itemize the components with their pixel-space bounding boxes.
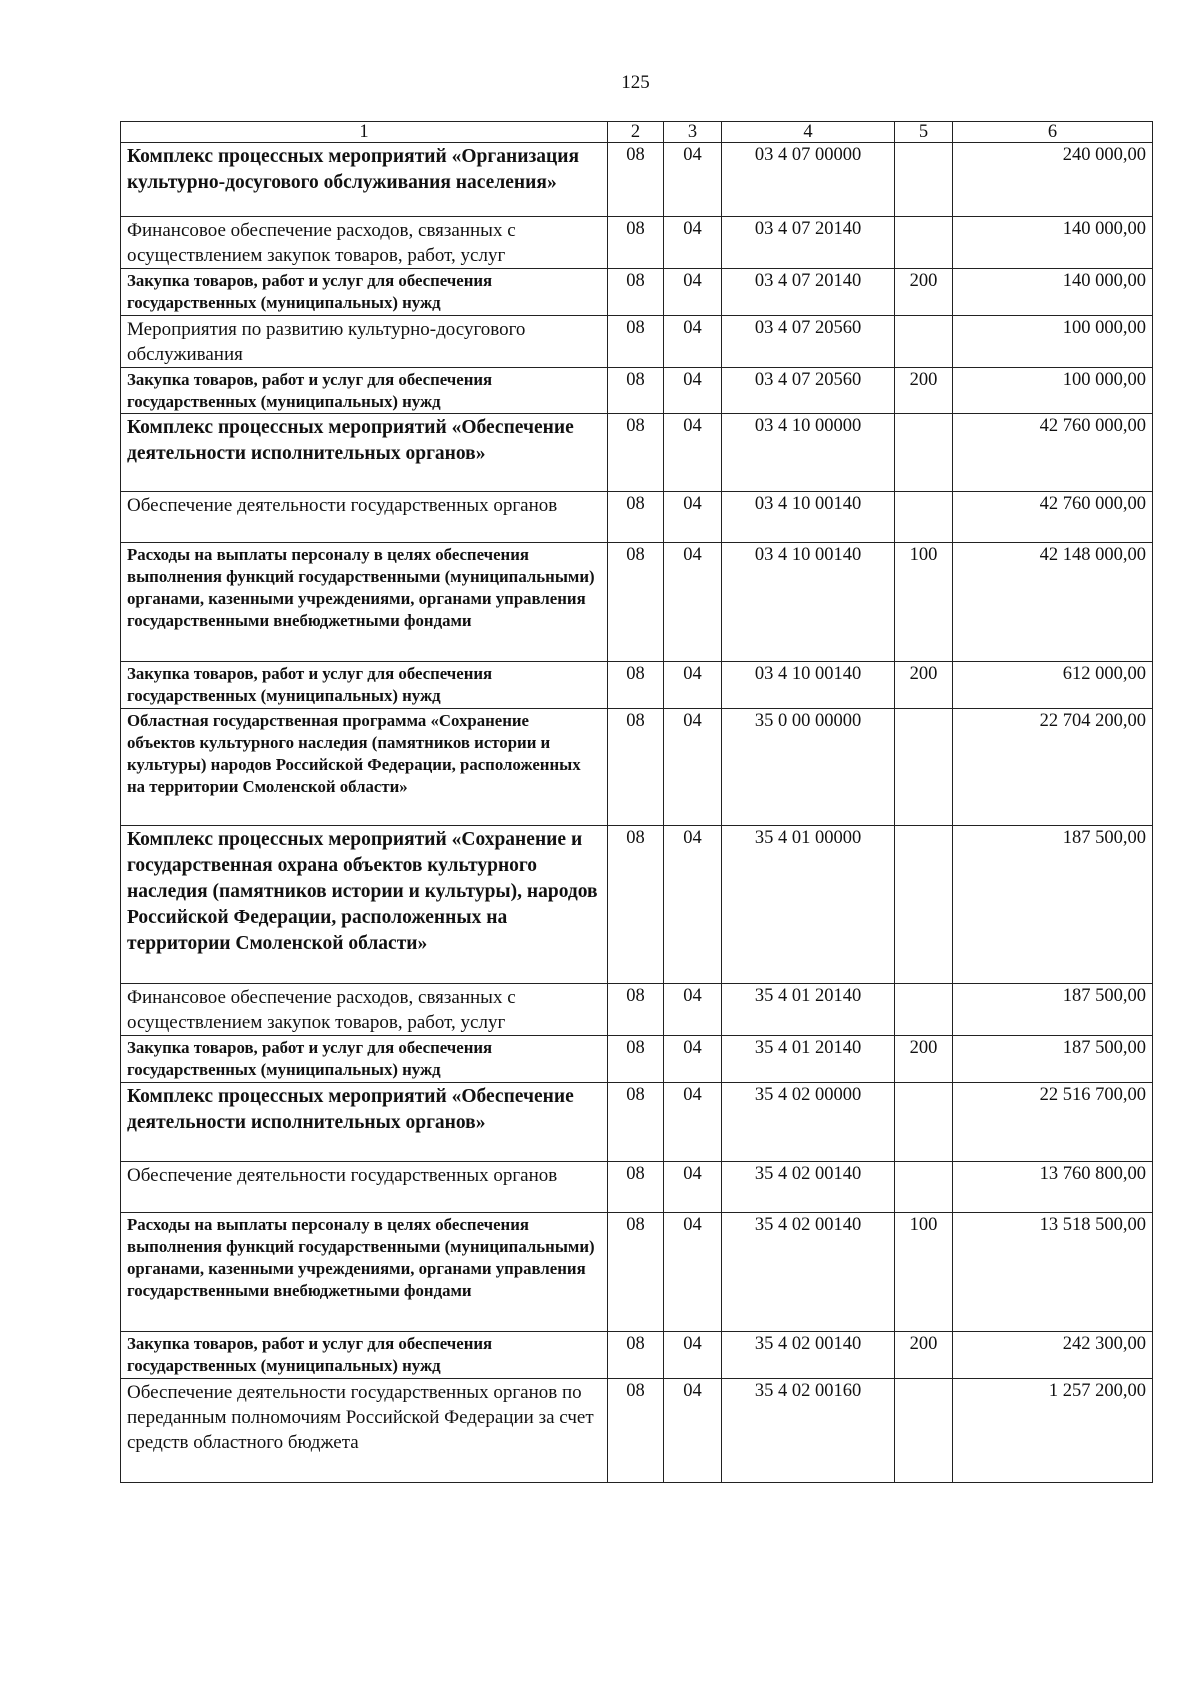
expense-type-cell: 100 [895, 1213, 953, 1332]
expense-type-cell: 200 [895, 269, 953, 316]
target-article-cell: 35 0 00 00000 [722, 709, 895, 826]
row-name-cell: Расходы на выплаты персоналу в целях обеспечения выполнения функций государственными (муниципальными) органами, казенными учреждениями, органами управления государственными внебюджетными фондами [121, 1213, 608, 1332]
target-article-cell: 35 4 02 00000 [722, 1083, 895, 1162]
target-article-cell: 35 4 02 00140 [722, 1213, 895, 1332]
target-article-cell: 03 4 07 20140 [722, 217, 895, 269]
amount-cell: 42 760 000,00 [953, 492, 1153, 543]
target-article-cell: 35 4 01 00000 [722, 826, 895, 984]
section-code-cell: 08 [608, 316, 664, 368]
table-row [121, 368, 1153, 414]
amount-cell: 22 516 700,00 [953, 1083, 1153, 1162]
subsection-code-cell: 04 [664, 662, 722, 709]
target-article-cell: 35 4 01 20140 [722, 984, 895, 1036]
column-header: 6 [953, 122, 1153, 143]
expense-type-cell: 100 [895, 543, 953, 662]
target-article-cell: 03 4 07 20560 [722, 316, 895, 368]
row-name-cell: Закупка товаров, работ и услуг для обеспечения государственных (муниципальных) нужд [121, 269, 608, 316]
column-header: 4 [722, 122, 895, 143]
row-name-cell: Расходы на выплаты персоналу в целях обеспечения выполнения функций государственными (муниципальными) органами, казенными учреждениями, органами управления государственными внебюджетными фондами [121, 543, 608, 662]
row-name-cell: Комплекс процессных мероприятий «Сохранение и государственная охрана объектов культурного наследия (памятников истории и культуры), народов Российской Федерации, расположенных на территории Смоленской области» [121, 826, 608, 984]
expense-type-cell: 200 [895, 662, 953, 709]
subsection-code-cell: 04 [664, 1332, 722, 1379]
row-name-cell: Финансовое обеспечение расходов, связанных с осуществлением закупок товаров, работ, услуг [121, 984, 608, 1036]
table-row [121, 217, 1153, 269]
section-code-cell: 08 [608, 414, 664, 492]
section-code-cell: 08 [608, 1379, 664, 1483]
section-code-cell: 08 [608, 1162, 664, 1213]
section-code-cell: 08 [608, 543, 664, 662]
column-header: 3 [664, 122, 722, 143]
expense-type-cell [895, 984, 953, 1036]
subsection-code-cell: 04 [664, 143, 722, 217]
amount-cell: 140 000,00 [953, 217, 1153, 269]
section-code-cell: 08 [608, 984, 664, 1036]
amount-cell: 22 704 200,00 [953, 709, 1153, 826]
target-article-cell: 03 4 07 20560 [722, 368, 895, 414]
section-code-cell: 08 [608, 709, 664, 826]
row-name-cell: Комплекс процессных мероприятий «Организация культурно-досугового обслуживания населения» [121, 143, 608, 217]
row-name-cell: Обеспечение деятельности государственных органов [121, 1162, 608, 1213]
table-row [121, 1036, 1153, 1083]
row-name-cell: Финансовое обеспечение расходов, связанных с осуществлением закупок товаров, работ, услуг [121, 217, 608, 269]
amount-cell: 187 500,00 [953, 984, 1153, 1036]
table-row [121, 826, 1153, 984]
expense-type-cell [895, 1083, 953, 1162]
expense-type-cell [895, 1379, 953, 1483]
expense-type-cell [895, 143, 953, 217]
budget-table [120, 121, 1153, 1483]
table-row [121, 316, 1153, 368]
subsection-code-cell: 04 [664, 1162, 722, 1213]
section-code-cell: 08 [608, 826, 664, 984]
table-header-row [121, 122, 1153, 143]
expense-type-cell [895, 414, 953, 492]
expense-type-cell [895, 826, 953, 984]
subsection-code-cell: 04 [664, 1213, 722, 1332]
section-code-cell: 08 [608, 217, 664, 269]
row-name-cell: Комплекс процессных мероприятий «Обеспечение деятельности исполнительных органов» [121, 1083, 608, 1162]
target-article-cell: 03 4 10 00140 [722, 662, 895, 709]
table-row [121, 543, 1153, 662]
table-row [121, 492, 1153, 543]
subsection-code-cell: 04 [664, 316, 722, 368]
subsection-code-cell: 04 [664, 826, 722, 984]
amount-cell: 187 500,00 [953, 1036, 1153, 1083]
subsection-code-cell: 04 [664, 543, 722, 662]
expense-type-cell: 200 [895, 1036, 953, 1083]
expense-type-cell: 200 [895, 1332, 953, 1379]
target-article-cell: 03 4 10 00000 [722, 414, 895, 492]
table-row [121, 1162, 1153, 1213]
target-article-cell: 03 4 07 00000 [722, 143, 895, 217]
subsection-code-cell: 04 [664, 1083, 722, 1162]
amount-cell: 612 000,00 [953, 662, 1153, 709]
subsection-code-cell: 04 [664, 269, 722, 316]
table-row [121, 984, 1153, 1036]
row-name-cell: Обеспечение деятельности государственных органов [121, 492, 608, 543]
amount-cell: 1 257 200,00 [953, 1379, 1153, 1483]
row-name-cell: Областная государственная программа «Сохранение объектов культурного наследия (памятников истории и культуры) народов Российской Федерации, расположенных на территории Смоленской области» [121, 709, 608, 826]
row-name-cell: Обеспечение деятельности государственных органов по переданным полномочиям Российской Федерации за счет средств областного бюджета [121, 1379, 608, 1483]
row-name-cell: Закупка товаров, работ и услуг для обеспечения государственных (муниципальных) нужд [121, 662, 608, 709]
table-row [121, 1379, 1153, 1483]
expense-type-cell: 200 [895, 368, 953, 414]
subsection-code-cell: 04 [664, 492, 722, 543]
subsection-code-cell: 04 [664, 217, 722, 269]
section-code-cell: 08 [608, 492, 664, 543]
subsection-code-cell: 04 [664, 984, 722, 1036]
subsection-code-cell: 04 [664, 1379, 722, 1483]
amount-cell: 13 518 500,00 [953, 1213, 1153, 1332]
subsection-code-cell: 04 [664, 368, 722, 414]
page-number: 125 [621, 72, 650, 93]
table-row [121, 709, 1153, 826]
amount-cell: 140 000,00 [953, 269, 1153, 316]
table-row [121, 1332, 1153, 1379]
row-name-cell: Закупка товаров, работ и услуг для обеспечения государственных (муниципальных) нужд [121, 368, 608, 414]
amount-cell: 42 760 000,00 [953, 414, 1153, 492]
amount-cell: 13 760 800,00 [953, 1162, 1153, 1213]
expense-type-cell [895, 1162, 953, 1213]
target-article-cell: 03 4 10 00140 [722, 543, 895, 662]
amount-cell: 187 500,00 [953, 826, 1153, 984]
section-code-cell: 08 [608, 143, 664, 217]
amount-cell: 242 300,00 [953, 1332, 1153, 1379]
amount-cell: 100 000,00 [953, 316, 1153, 368]
table-row [121, 1213, 1153, 1332]
table-row [121, 414, 1153, 492]
table-row [121, 662, 1153, 709]
row-name-cell: Закупка товаров, работ и услуг для обеспечения государственных (муниципальных) нужд [121, 1332, 608, 1379]
expense-type-cell [895, 709, 953, 826]
section-code-cell: 08 [608, 368, 664, 414]
table-row [121, 143, 1153, 217]
table-row [121, 269, 1153, 316]
section-code-cell: 08 [608, 1213, 664, 1332]
target-article-cell: 35 4 02 00140 [722, 1332, 895, 1379]
table-row [121, 1083, 1153, 1162]
amount-cell: 240 000,00 [953, 143, 1153, 217]
column-header: 5 [895, 122, 953, 143]
row-name-cell: Закупка товаров, работ и услуг для обеспечения государственных (муниципальных) нужд [121, 1036, 608, 1083]
target-article-cell: 03 4 10 00140 [722, 492, 895, 543]
section-code-cell: 08 [608, 1083, 664, 1162]
column-header: 1 [121, 122, 608, 143]
section-code-cell: 08 [608, 1332, 664, 1379]
section-code-cell: 08 [608, 1036, 664, 1083]
subsection-code-cell: 04 [664, 709, 722, 826]
expense-type-cell [895, 217, 953, 269]
subsection-code-cell: 04 [664, 1036, 722, 1083]
row-name-cell: Мероприятия по развитию культурно-досугового обслуживания [121, 316, 608, 368]
subsection-code-cell: 04 [664, 414, 722, 492]
target-article-cell: 35 4 01 20140 [722, 1036, 895, 1083]
amount-cell: 100 000,00 [953, 368, 1153, 414]
expense-type-cell [895, 316, 953, 368]
column-header: 2 [608, 122, 664, 143]
row-name-cell: Комплекс процессных мероприятий «Обеспечение деятельности исполнительных органов» [121, 414, 608, 492]
amount-cell: 42 148 000,00 [953, 543, 1153, 662]
section-code-cell: 08 [608, 662, 664, 709]
section-code-cell: 08 [608, 269, 664, 316]
target-article-cell: 35 4 02 00160 [722, 1379, 895, 1483]
target-article-cell: 03 4 07 20140 [722, 269, 895, 316]
expense-type-cell [895, 492, 953, 543]
target-article-cell: 35 4 02 00140 [722, 1162, 895, 1213]
